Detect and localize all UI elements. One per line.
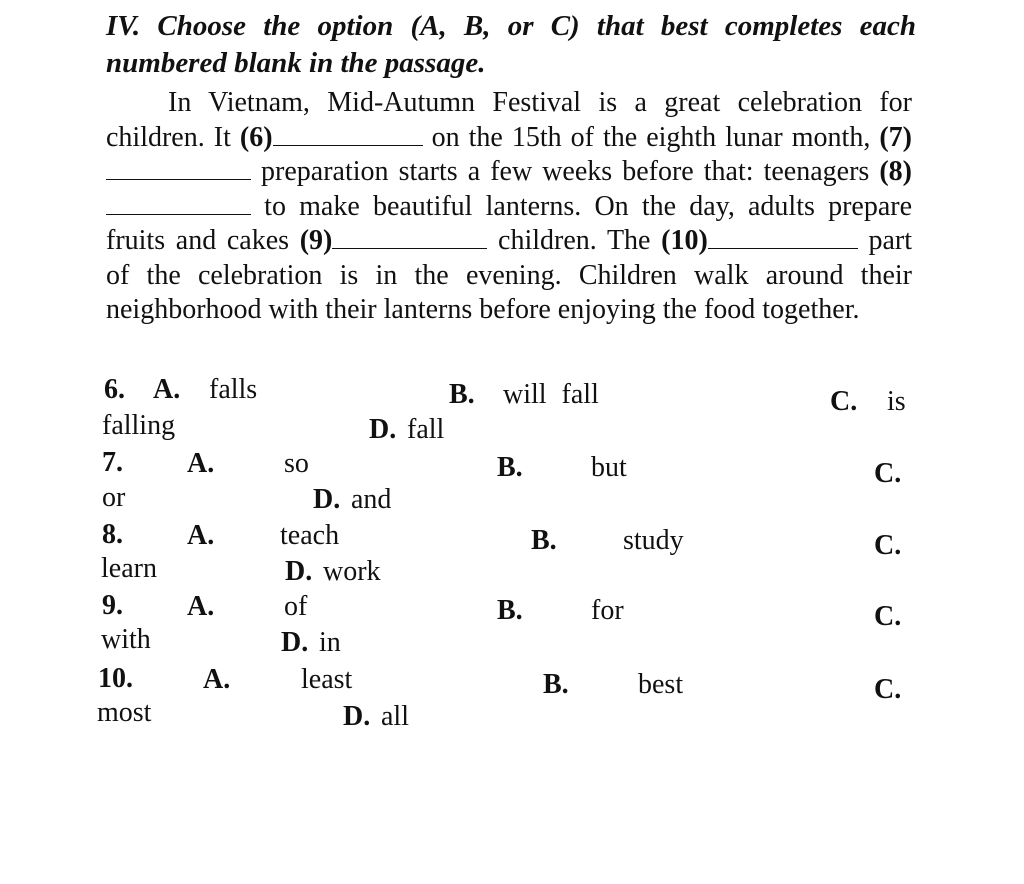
blank-6-number: (6) [239, 121, 273, 153]
blank-7 [106, 155, 251, 180]
blank-10 [708, 224, 858, 249]
question-9 [102, 590, 123, 622]
option-c-wrap[interactable]: most [97, 697, 152, 728]
passage-text-4: to make beautiful lanterns. On the day, adults prepare fruits and cakes [106, 190, 912, 256]
question-6 [104, 374, 125, 406]
option-d[interactable]: and [351, 484, 392, 515]
option-c-wrap[interactable]: falling [102, 410, 176, 441]
section-heading: IV. Choose the option (A, B, or C) that best completes each numbered blank in the passage. [106, 10, 916, 79]
option-a-label: A. [203, 664, 231, 695]
option-d-label: D. [343, 701, 371, 732]
option-a[interactable]: of [284, 591, 308, 622]
option-c-wrap[interactable]: or [102, 482, 126, 513]
option-b[interactable]: study [623, 525, 684, 556]
passage-text-5: children. The [487, 225, 662, 256]
option-a-label: A. [187, 520, 215, 551]
option-d-label: D. [313, 484, 341, 515]
option-b[interactable]: but [591, 452, 627, 483]
option-c-label: C. [874, 458, 902, 489]
question-number: 8. [102, 519, 123, 550]
option-d[interactable]: in [319, 627, 341, 658]
question-number: 9. [102, 590, 123, 621]
option-b-label: B. [449, 379, 475, 410]
option-d-label: D. [369, 414, 397, 445]
option-b[interactable]: will fall [503, 379, 599, 410]
blank-9 [332, 224, 487, 249]
question-number: 6. [104, 374, 125, 405]
blank-8 [106, 190, 251, 215]
passage-text-1: In Vietnam, Mid-Autumn Festival is a great celebration for children. It [106, 87, 912, 153]
option-c[interactable]: is [887, 386, 906, 417]
option-a-label: A. [153, 374, 181, 405]
option-d-label: D. [285, 556, 313, 587]
option-b-label: B. [497, 452, 523, 483]
option-b-label: B. [543, 669, 569, 700]
option-a[interactable]: so [284, 448, 309, 479]
question-number: 7. [102, 447, 123, 478]
option-d[interactable]: all [381, 701, 409, 732]
blank-10-number: (10) [661, 225, 708, 256]
option-a-label: A. [187, 448, 215, 479]
option-d[interactable]: fall [407, 414, 445, 445]
option-c-label: C. [874, 530, 902, 561]
question-7 [102, 447, 123, 479]
question-number: 10. [98, 663, 133, 694]
passage-text-2: on the 15th of the eighth lunar month, [422, 121, 880, 153]
option-a[interactable]: teach [280, 520, 340, 551]
option-c-label: C. [874, 601, 902, 632]
option-c-wrap[interactable]: learn [101, 553, 157, 584]
passage-paragraph [106, 86, 912, 328]
option-b[interactable]: for [591, 595, 624, 626]
option-d[interactable]: work [323, 556, 381, 587]
passage-text-6: part of the celebration is in the evening. Children walk around their neighborhood with their lanterns before enjoying the food together. [106, 225, 913, 325]
option-c-label: C. [830, 386, 858, 417]
option-b[interactable]: best [638, 669, 684, 700]
passage [106, 86, 912, 328]
option-a[interactable]: least [301, 664, 353, 695]
option-b-label: B. [497, 595, 523, 626]
blank-6 [273, 121, 423, 146]
question-10 [98, 663, 133, 695]
option-c-label: C. [874, 674, 902, 705]
blank-9-number: (9) [299, 225, 333, 256]
blank-8-number: (8) [879, 156, 912, 187]
passage-text-3: preparation starts a few weeks before that: teenagers [251, 156, 880, 187]
option-c-wrap[interactable]: with [101, 624, 151, 655]
option-d-label: D. [281, 627, 309, 658]
blank-7-number: (7) [879, 121, 913, 153]
option-a[interactable]: falls [209, 374, 258, 405]
option-a-label: A. [187, 591, 215, 622]
option-b-label: B. [531, 525, 557, 556]
question-8 [102, 519, 123, 551]
